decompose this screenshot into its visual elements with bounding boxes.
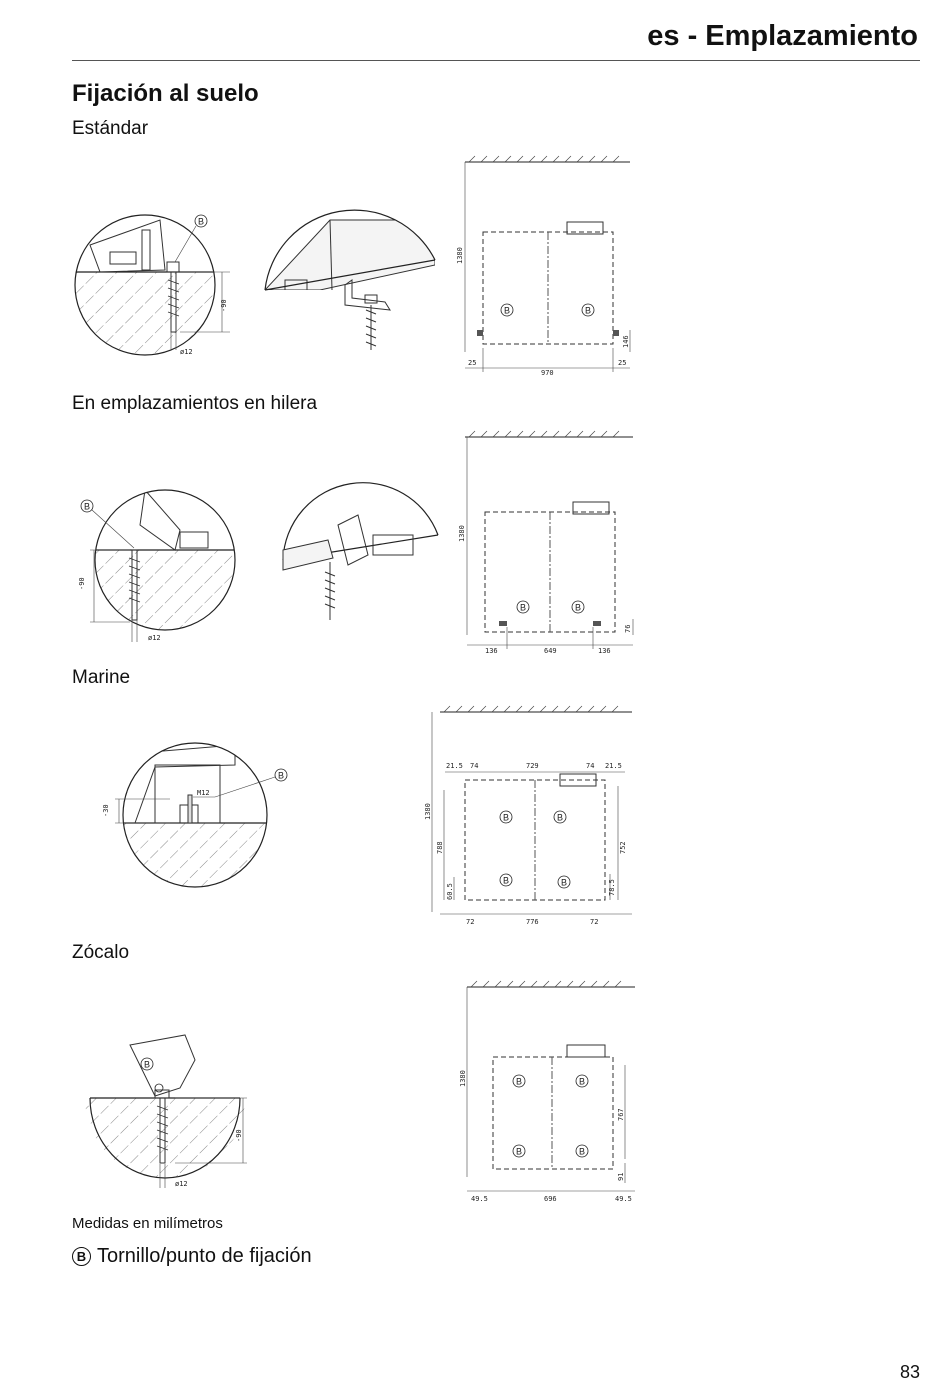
row-front-b-marker-right: B <box>574 602 582 613</box>
row-height-dim: 1380 <box>458 525 466 542</box>
units-note: Medidas en milímetros <box>72 1215 223 1232</box>
marine-anchor-detail-drawing <box>95 735 295 895</box>
section-title-row: En emplazamientos en hilera <box>72 393 318 414</box>
plinth-detail-diameter-label: ø12 <box>175 1180 188 1188</box>
marine-front-b-marker-top-left: B <box>502 812 510 823</box>
standard-anchor-detail-drawing <box>70 200 250 370</box>
marine-left-v2-dim: 60.5 <box>446 883 454 900</box>
marine-front-b-marker-top-right: B <box>556 812 564 823</box>
marine-bottom-mid-dim: 776 <box>526 918 539 926</box>
standard-detail-depth-label: -90 <box>220 299 228 312</box>
plinth-detail-depth-label: -90 <box>235 1129 243 1142</box>
marine-bottom-left-dim: 72 <box>466 918 475 926</box>
marine-bottom-right-dim: 72 <box>590 918 599 926</box>
standard-height-dim: 1380 <box>456 247 464 264</box>
page-header-title: es - Emplazamiento <box>647 20 918 52</box>
standard-side-dim: 146 <box>622 335 630 348</box>
page-heading: Fijación al suelo <box>72 80 259 107</box>
row-detail-diameter-label: ø12 <box>148 634 161 642</box>
marine-front-b-marker-bottom-right: B <box>560 877 568 888</box>
standard-right-dim: 25 <box>618 359 627 367</box>
section-title-standard: Estándar <box>72 118 149 139</box>
plinth-detail-b-marker: B <box>143 1059 151 1070</box>
standard-left-dim: 25 <box>468 359 477 367</box>
legend-text: Tornillo/punto de fijación <box>97 1245 312 1267</box>
row-perspective-drawing <box>278 480 448 630</box>
legend <box>72 1245 312 1268</box>
standard-front-view-drawing <box>455 152 645 382</box>
standard-front-b-marker-right: B <box>584 305 592 316</box>
header-rule <box>72 60 920 61</box>
section-title-plinth: Zócalo <box>72 942 130 963</box>
plinth-left-dim: 49.5 <box>471 1195 488 1203</box>
marine-detail-depth-label: -30 <box>102 804 110 817</box>
page-number: 83 <box>899 1362 920 1382</box>
marine-top-l2-dim: 74 <box>470 762 479 770</box>
marine-top-left-dim: 21.5 <box>446 762 463 770</box>
plinth-v1-dim: 767 <box>617 1108 625 1121</box>
plinth-front-view-drawing <box>455 977 645 1207</box>
plinth-front-b-marker-top-left: B <box>515 1076 523 1087</box>
plinth-height-dim: 1380 <box>459 1070 467 1087</box>
plinth-front-b-marker-bottom-left: B <box>515 1146 523 1157</box>
row-left-dim: 136 <box>485 647 498 655</box>
standard-width-dim: 970 <box>541 369 554 377</box>
plinth-right-dim: 49.5 <box>615 1195 632 1203</box>
marine-detail-thread-label: M12 <box>197 789 210 797</box>
plinth-anchor-detail-drawing <box>85 1030 265 1195</box>
plinth-width-dim: 696 <box>544 1195 557 1203</box>
marine-right-v1-dim: 752 <box>619 841 627 854</box>
marine-height-dim: 1380 <box>424 803 432 820</box>
row-side-dim: 76 <box>624 624 632 633</box>
standard-detail-diameter-label: ø12 <box>180 348 193 356</box>
standard-detail-b-marker: B <box>197 216 205 227</box>
row-width-dim: 649 <box>544 647 557 655</box>
row-front-b-marker-left: B <box>519 602 527 613</box>
marine-left-v1-dim: 788 <box>436 841 444 854</box>
marine-top-mid-dim: 729 <box>526 762 539 770</box>
marine-front-view-drawing <box>420 702 645 932</box>
marine-top-r2-dim: 74 <box>586 762 595 770</box>
marine-right-v2-dim: 78.5 <box>608 879 616 896</box>
standard-perspective-drawing <box>260 210 450 370</box>
marine-front-b-marker-bottom-left: B <box>502 875 510 886</box>
standard-front-b-marker-left: B <box>503 305 511 316</box>
row-detail-depth-label: -90 <box>78 577 86 590</box>
marine-top-right-dim: 21.5 <box>605 762 622 770</box>
plinth-front-b-marker-top-right: B <box>578 1076 586 1087</box>
marine-detail-b-marker: B <box>277 770 285 781</box>
plinth-v2-dim: 91 <box>617 1172 625 1181</box>
row-right-dim: 136 <box>598 647 611 655</box>
row-front-view-drawing <box>455 427 645 657</box>
plinth-front-b-marker-bottom-right: B <box>578 1146 586 1157</box>
row-detail-b-marker: B <box>83 501 91 512</box>
section-title-marine: Marine <box>72 667 131 688</box>
row-anchor-detail-drawing <box>70 480 250 650</box>
legend-b-symbol: B <box>72 1247 91 1266</box>
